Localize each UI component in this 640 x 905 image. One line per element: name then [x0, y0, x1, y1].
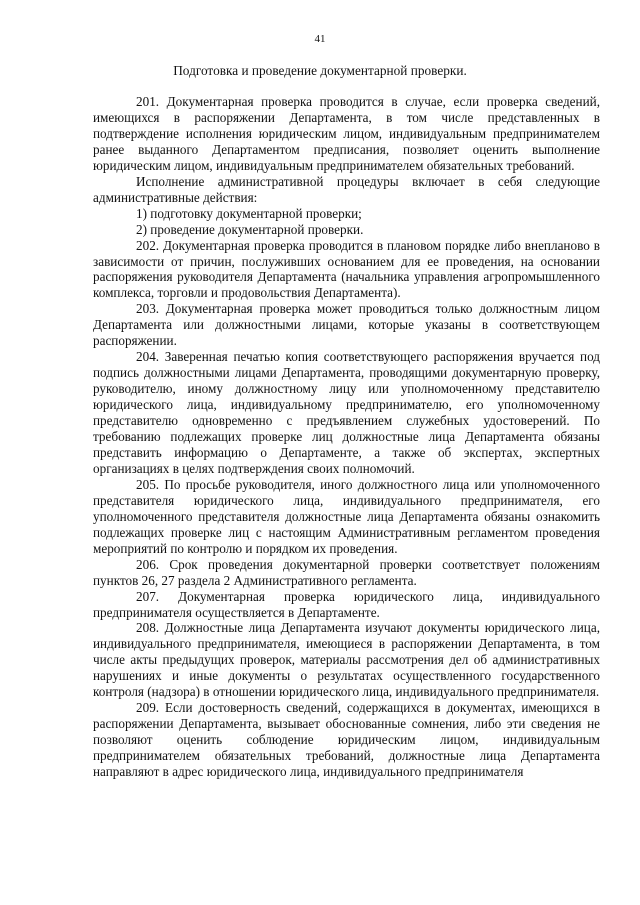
paragraph-208: 208. Должностные лица Департамента изучают документы юридического лица, индивидуального предпринимателя, имеющиеся в распоряжении Департамента, в том числе акты предыдущих проверок, материалы рассмотрения дел об административных нарушениях и иные документы о результатах осуществленного государственного контроля (надзора) в отношении юридического лица, индивидуального предпринимателя.: [93, 620, 600, 700]
paragraph-202: 202. Документарная проверка проводится в плановом порядке либо внепланово в зависимости от причин, послуживших основанием для ее проведения, на основании распоряжения руководителя Департамента (начальника управления агропромышленного комплекса, торговли и продовольствия Департамента).: [93, 237, 600, 301]
paragraph-206: 206. Срок проведения документарной проверки соответствует положениям пунктов 26, 27 раздела 2 Административного регламента.: [93, 556, 600, 588]
page-number: 41: [314, 33, 326, 45]
list-item-2: 2) проведение документарной проверки.: [136, 221, 364, 237]
document-body: [93, 94, 600, 780]
paragraph-201: 201. Документарная проверка проводится в случае, если проверка сведений, имеющихся в распоряжении Департамента, в том числе представленных в подтверждение исполнения юридическим лицом, индивидуальным предпринимателем ранее выданного Департаментом предписания, позволяет оценить выполнение юридическим лицом, индивидуальным предпринимателем обязательных требований.: [93, 94, 600, 173]
list-item-1: 1) подготовку документарной проверки;: [136, 205, 362, 221]
paragraph-203: 203. Документарная проверка может проводиться только должностным лицом Департамента или должностными лицами, которые указаны в соответствующем распоряжении.: [93, 301, 600, 349]
paragraph-204: 204. Заверенная печатью копия соответствующего распоряжения вручается под подпись должностными лицами Департамента, проводящими документарную проверку, руководителю, иному должностному лицу или уполномоченному представителю юридического лица, индивидуальному предпринимателю, его уполномоченному представителю одновременно с предъявлением служебных удостоверений. По требованию подлежащих проверке лиц должностные лица Департамента обязаны представить информацию о Департаменте, а также об экспертах, экспертных организациях в целях подтверждения своих полномочий.: [93, 349, 600, 476]
section-title: Подготовка и проведение документарной проверки.: [173, 63, 467, 78]
paragraph-actions-intro: Исполнение административной процедуры включает в себя следующие административные действия:: [93, 173, 600, 205]
paragraph-209: 209. Если достоверность сведений, содержащихся в документах, имеющихся в распоряжении Департамента, вызывает обоснованные сомнения, либо эти сведения не позволяют оценить соблюдение юридическим лицом, индивидуальным предпринимателем обязательных требований, должностные лица Департамента направляют в адрес юридического лица, индивидуального предпринимателя: [93, 700, 600, 780]
paragraph-205: 205. По просьбе руководителя, иного должностного лица или уполномоченного представителя юридического лица, индивидуального предпринимателя, его уполномоченного представителя должностные лица Департамента обязаны ознакомить подлежащих проверке лиц с настоящим Административным регламентом проведения мероприятий по контролю и порядком их проведения.: [93, 476, 600, 556]
paragraph-207: 207. Документарная проверка юридического лица, индивидуального предпринимателя осуществляется в Департаменте.: [93, 588, 600, 620]
